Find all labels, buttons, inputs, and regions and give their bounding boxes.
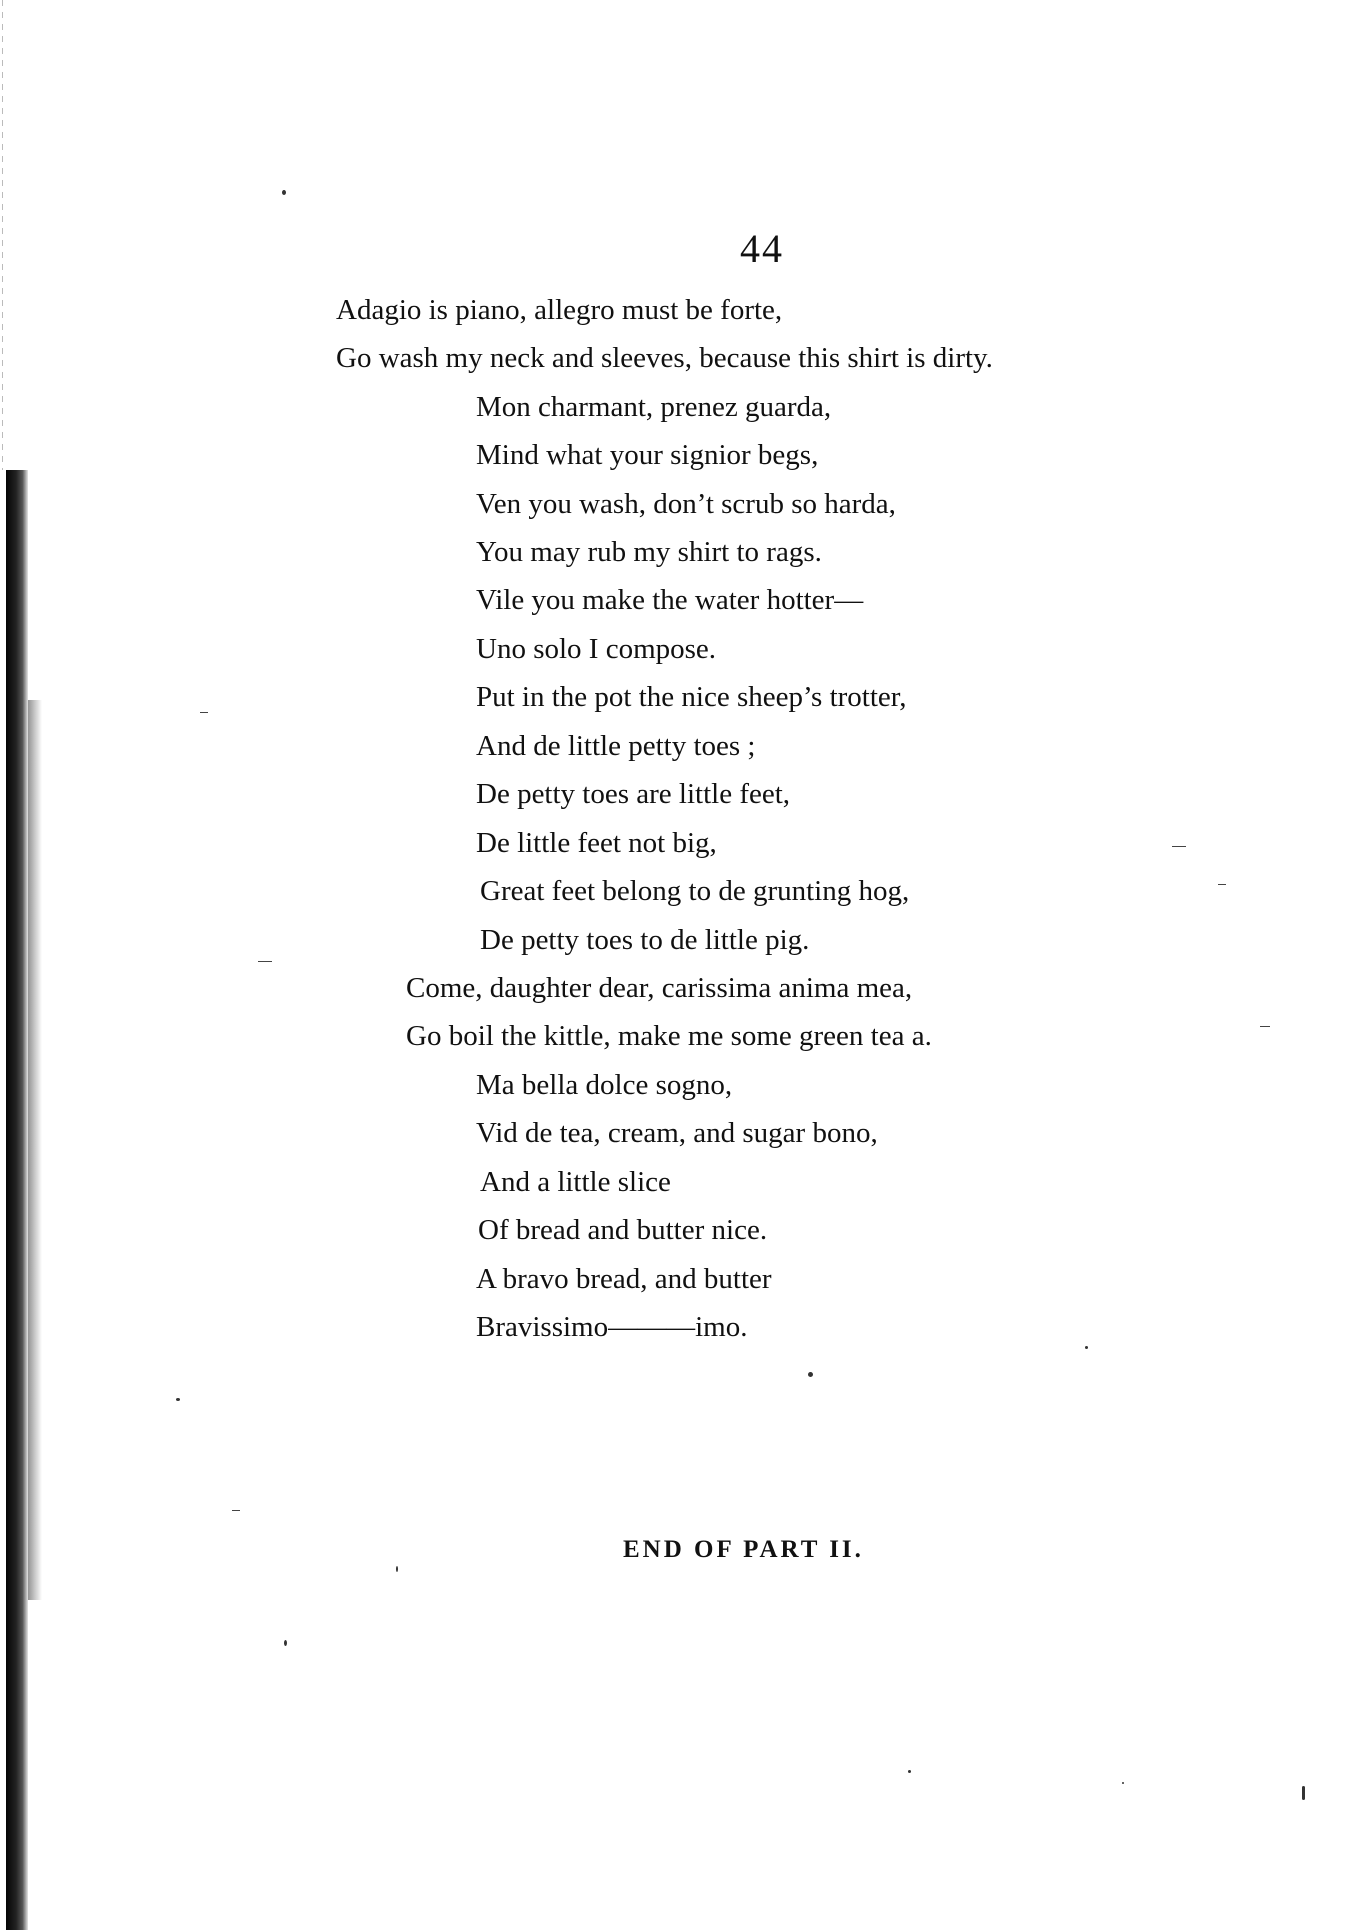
verse-line: Go boil the kittle, make me some green tea a. bbox=[406, 1020, 932, 1052]
ink-speck bbox=[1302, 1786, 1305, 1800]
binding-edge bbox=[0, 0, 70, 1930]
verse-line: Mind what your signior begs, bbox=[476, 439, 819, 471]
ink-speck bbox=[1122, 1782, 1124, 1784]
verse-line: Adagio is piano, allegro must be forte, bbox=[336, 294, 783, 326]
verse-line: A bravo bread, and butter bbox=[476, 1263, 772, 1295]
ink-speck bbox=[284, 1640, 287, 1646]
ink-mark bbox=[232, 1510, 240, 1511]
ink-speck bbox=[282, 190, 286, 195]
ink-mark bbox=[1260, 1026, 1270, 1027]
binding-shadow bbox=[6, 470, 28, 1930]
page-number: 44 bbox=[740, 226, 784, 271]
ink-mark bbox=[1218, 884, 1226, 885]
verse-line: And a little slice bbox=[480, 1166, 671, 1198]
end-of-part-heading: END OF PART II. bbox=[623, 1536, 864, 1563]
verse-line: Put in the pot the nice sheep’s trotter, bbox=[476, 681, 907, 713]
verse-line: Of bread and butter nice. bbox=[478, 1214, 768, 1246]
verse-line: De little feet not big, bbox=[476, 827, 717, 859]
verse-line: And de little petty toes ; bbox=[476, 730, 756, 762]
ink-mark bbox=[200, 712, 208, 713]
verse-line: Vid de tea, cream, and sugar bono, bbox=[476, 1117, 878, 1149]
ink-mark bbox=[258, 961, 272, 962]
verse-line: Ma bella dolce sogno, bbox=[476, 1069, 733, 1101]
verse-line: Mon charmant, prenez guarda, bbox=[476, 391, 832, 423]
verse-line: Great feet belong to de grunting hog, bbox=[480, 875, 910, 907]
verse-line: Vile you make the water hotter— bbox=[476, 584, 864, 616]
binding-shadow-fade bbox=[28, 700, 42, 1600]
ink-speck bbox=[808, 1372, 813, 1377]
verse-line: Uno solo I compose. bbox=[476, 633, 717, 665]
verse-line: De petty toes are little feet, bbox=[476, 778, 791, 810]
verse-line: Go wash my neck and sleeves, because this shirt is dirty. bbox=[336, 342, 993, 374]
verse-line: Ven you wash, don’t scrub so harda, bbox=[476, 488, 896, 520]
verse-line: Come, daughter dear, carissima anima mea, bbox=[406, 972, 913, 1004]
ink-speck bbox=[908, 1770, 911, 1773]
ink-speck bbox=[396, 1566, 398, 1572]
verse-line: You may rub my shirt to rags. bbox=[476, 536, 822, 568]
binding-hairline bbox=[2, 0, 3, 470]
verse-line: De petty toes to de little pig. bbox=[480, 924, 810, 956]
ink-mark bbox=[1172, 846, 1186, 847]
ink-speck bbox=[1085, 1346, 1088, 1349]
verse-line: Bravissimo———imo. bbox=[476, 1311, 748, 1343]
ink-speck bbox=[176, 1398, 180, 1401]
